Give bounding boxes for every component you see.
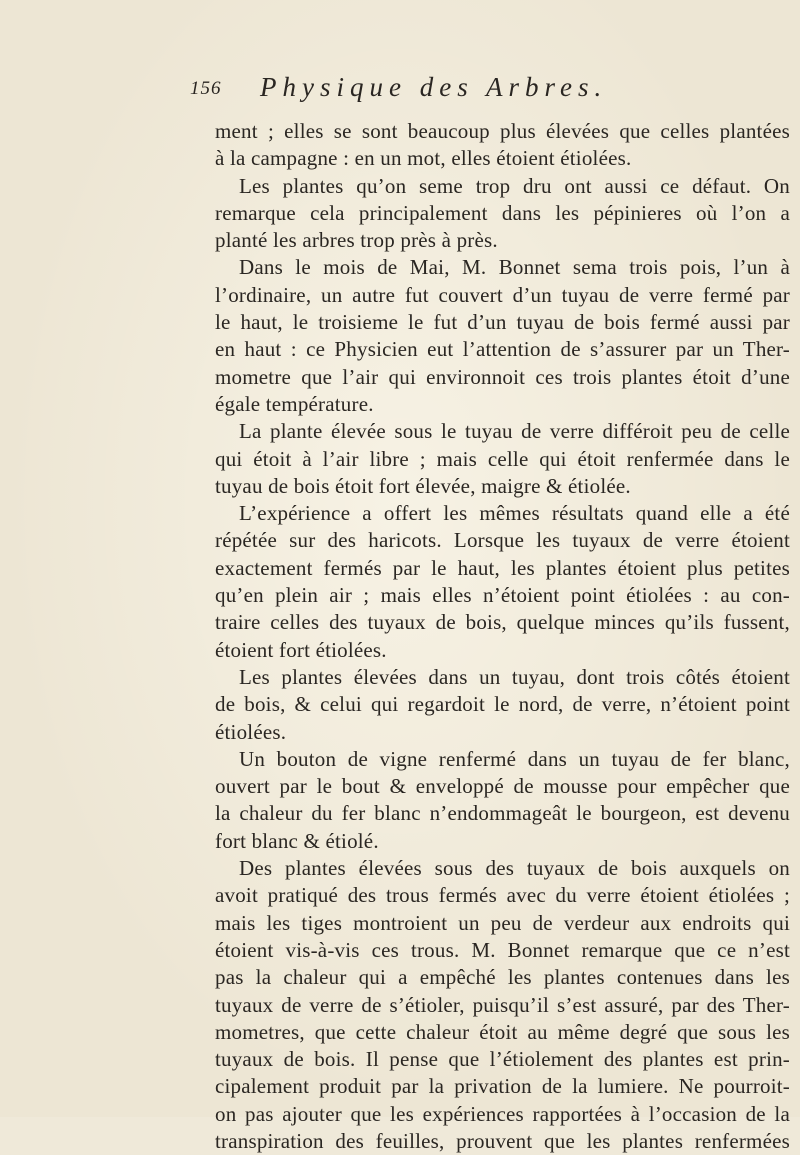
text-line: Dans le mois de Mai, M. Bonnet sema trois pois, l’un à — [239, 255, 790, 280]
text-line: tuyaux de verre de s’étioler, puisqu’il s’est assuré, par des Ther- — [215, 992, 790, 1017]
text-line: mais les tiges montroient un peu de verdeur aux endroits qui — [215, 910, 790, 935]
text-line: Les plantes qu’on seme trop dru ont aussi ce défaut. On — [239, 173, 790, 198]
text-line: transpiration des feuilles, prouvent que les plantes renfermées — [215, 1128, 790, 1153]
text-line: mometre que l’air qui environnoit ces trois plantes étoit d’une — [215, 364, 790, 389]
text-line: à la campagne : en un mot, elles étoient étiolées. — [215, 146, 632, 171]
text-line: égale température. — [215, 391, 374, 416]
text-line: ment ; elles se sont beaucoup plus élevées que celles plantées — [215, 119, 790, 143]
text-line: on pas ajouter que les expériences rapportées à l’occasion de la — [215, 1101, 790, 1126]
text-line: étiolées. — [215, 719, 287, 744]
text-line: Les plantes élevées dans un tuyau, dont trois côtés étoient — [239, 664, 790, 689]
text-line: planté les arbres trop près à près. — [215, 228, 498, 253]
body-text — [215, 118, 790, 1155]
text-line: La plante élevée sous le tuyau de verre différoit peu de celle — [239, 419, 790, 444]
text-line: tuyau de bois étoit fort élevée, maigre & étiolée. — [215, 473, 631, 498]
text-line: mometres, que cette chaleur étoit au même degré que sous les — [215, 1019, 790, 1044]
page-number: 156 — [190, 78, 222, 99]
text-line: exactement fermés par le haut, les plantes étoient plus petites — [215, 555, 790, 580]
text-line: l’ordinaire, un autre fut couvert d’un tuyau de verre fermé par — [215, 282, 790, 307]
text-line: remarque cela principalement dans les pépinieres où l’on a — [215, 200, 790, 225]
text-line: étoient fort étiolées. — [215, 637, 387, 662]
text-line: ouvert par le bout & enveloppé de mousse pour empêcher que — [215, 774, 790, 799]
text-line: Des plantes élevées sous des tuyaux de bois auxquels on — [239, 856, 790, 881]
text-line: répétée sur des haricots. Lorsque les tuyaux de verre étoient — [215, 528, 790, 553]
text-line: qui étoit à l’air libre ; mais celle qui étoit renfermée dans le — [215, 446, 790, 471]
text-line: qu’en plein air ; mais elles n’étoient point étiolées : au con- — [215, 583, 790, 608]
running-title: Physique des Arbres. — [260, 72, 608, 102]
text-line: pas la chaleur qui a empêché les plantes contenues dans les — [215, 965, 790, 990]
text-line: avoit pratiqué des trous fermés avec du verre étoient étiolées ; — [215, 883, 790, 908]
text-line: en haut : ce Physicien eut l’attention de s’assurer par un Ther- — [215, 337, 790, 362]
text-line: cipalement produit par la privation de la lumiere. Ne pourroit- — [215, 1074, 790, 1099]
text-line: étoient vis-à-vis ces trous. M. Bonnet remarque que ce n’est — [215, 937, 790, 962]
text-line: de bois, & celui qui regardoit le nord, de verre, n’étoient point — [215, 692, 790, 717]
text-line: Un bouton de vigne renfermé dans un tuyau de fer blanc, — [239, 746, 790, 771]
text-line: fort blanc & étiolé. — [215, 828, 379, 853]
text-line: le haut, le troisieme le fut d’un tuyau de bois fermé aussi par — [215, 310, 790, 335]
text-line: tuyaux de bois. Il pense que l’étiolement des plantes est prin- — [215, 1047, 790, 1072]
text-line: L’expérience a offert les mêmes résultats quand elle a été — [239, 501, 790, 526]
page-header — [190, 72, 790, 112]
text-line: la chaleur du fer blanc n’endommageât le bourgeon, est devenu — [215, 801, 790, 826]
text-line: traire celles des tuyaux de bois, quelque minces qu’ils fussent, — [215, 610, 790, 635]
